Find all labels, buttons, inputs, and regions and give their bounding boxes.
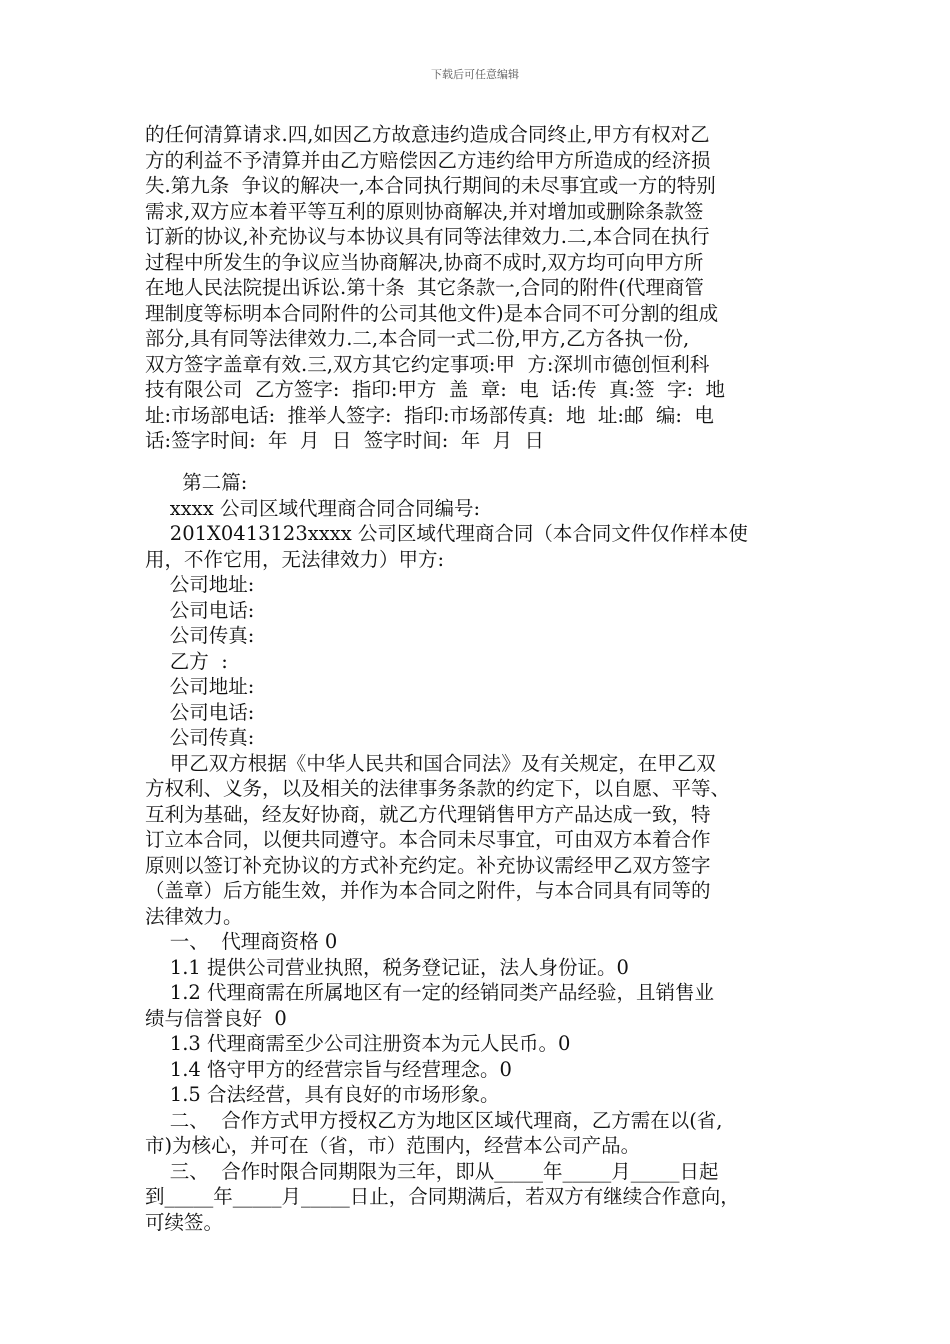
text-line: xxxx 公司区域代理商合同合同编号: — [145, 496, 481, 520]
text-line: 1.5 合法经营，具有良好的市场形象。 — [145, 1083, 500, 1106]
text-line: 一、 代理商资格 0 — [145, 930, 338, 953]
section-two-text — [145, 470, 815, 1235]
text-line: 1.1 提供公司营业执照，税务登记证，法人身份证。0 — [145, 955, 629, 979]
text-line: 第二篇: — [145, 471, 248, 494]
text-line: 原则以签订补充协议的方式补充约定。补充协议需经甲乙双方签字 — [145, 853, 711, 877]
text-line: 互利为基础，经友好协商，就乙方代理销售甲方产品达成一致，特 — [145, 802, 711, 826]
text-line: 在地人民法院提出诉讼.第十条 其它条款一,合同的附件(代理商管 — [145, 276, 704, 299]
text-line: 三、 合作时限合同期限为三年，即从_____年_____月_____日起 — [145, 1159, 719, 1183]
page-header: 下载后可任意编辑 — [431, 68, 519, 81]
text-line: 话:签字时间: 年 月 日 签字时间: 年 月 日 — [145, 429, 544, 452]
text-line: 订立本合同，以便共同遵守。本合同未尽事宜，可由双方本着合作 — [145, 828, 711, 851]
text-line: 法律效力。 — [145, 904, 243, 928]
text-line: 到_____年_____月_____日止，合同期满后，若双方有继续合作意向， — [145, 1185, 740, 1208]
text-line: 市)为核心，并可在（省，市）范围内，经营本公司产品。 — [145, 1134, 641, 1157]
text-line: 过程中所发生的争议应当协商解决,协商不成时,双方均可向甲方所 — [145, 250, 704, 274]
text-line: 双方签字盖章有效.三,双方其它约定事项:甲 方:深圳市德创恒利科 — [145, 352, 710, 376]
section-one-text — [145, 122, 815, 454]
text-line: 甲乙双方根据《中华人民共和国合同法》及有关规定，在甲乙双 — [145, 751, 716, 775]
text-line: 公司传真: — [145, 726, 255, 749]
text-line: 201X0413123xxxx 公司区域代理商合同（本合同文件仅作样本使 — [145, 522, 748, 545]
text-line: 公司电话: — [145, 700, 255, 724]
text-line: 技有限公司 乙方签字: 指印:甲方 盖 章: 电 话:传 真:签 字: 地 — [145, 378, 725, 401]
text-line: （盖章）后方能生效，并作为本合同之附件，与本合同具有同等的 — [145, 879, 711, 902]
text-line: 的任何清算请求.四,如因乙方故意违约造成合同终止,甲方有权对乙 — [145, 123, 710, 146]
text-line: 理制度等标明本合同附件的公司其他文件)是本合同不可分割的组成 — [145, 301, 719, 325]
text-line: 公司地址: — [145, 573, 255, 596]
text-line: 可续签。 — [145, 1210, 224, 1234]
text-line: 址:市场部电话: 推举人签字: 指印:市场部传真: 地 址:邮 编: 电 — [145, 403, 714, 427]
text-line: 公司地址: — [145, 675, 255, 698]
text-line: 二、 合作方式甲方授权乙方为地区区域代理商，乙方需在以(省, — [145, 1108, 723, 1132]
text-line: 乙方 : — [145, 649, 228, 673]
text-line: 失.第九条 争议的解决一,本合同执行期间的未尽事宜或一方的特别 — [145, 174, 716, 197]
text-line: 公司电话: — [145, 598, 255, 622]
text-line: 用，不作它用，无法律效力）甲方: — [145, 547, 445, 571]
text-line: 1.3 代理商需至少公司注册资本为元人民币。0 — [145, 1032, 571, 1055]
text-line: 订新的协议,补充协议与本协议具有同等法律效力.二,本合同在执行 — [145, 225, 710, 248]
text-line: 绩与信誉良好 0 — [145, 1006, 287, 1030]
text-line: 需求,双方应本着平等互利的原则协商解决,并对增加或删除条款签 — [145, 199, 704, 223]
text-line: 方的利益不予清算并由乙方赔偿因乙方违约给甲方所造成的经济损 — [145, 148, 711, 172]
text-line: 1.2 代理商需在所属地区有一定的经销同类产品经验，且销售业 — [145, 981, 715, 1004]
text-line: 方权利、义务，以及相关的法律事务条款的约定下，以自愿、平等、 — [145, 777, 731, 800]
text-line: 部分,具有同等法律效力.二,本合同一式二份,甲方,乙方各执一份, — [145, 327, 690, 350]
text-line: 1.4 恪守甲方的经营宗旨与经营理念。0 — [145, 1057, 512, 1081]
text-line: 公司传真: — [145, 624, 255, 647]
